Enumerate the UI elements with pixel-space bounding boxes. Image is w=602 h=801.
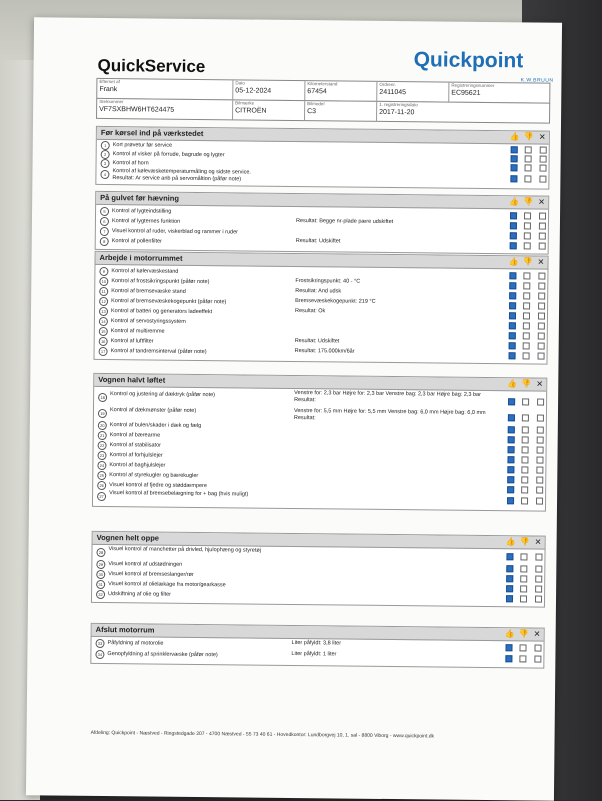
ok-checkbox[interactable] xyxy=(508,414,515,421)
item-label: Kontrol af servostyringssystem xyxy=(110,317,186,325)
item-label: Kontrol af kølevæsketemperaturmåling og sidste service. Resultat: Ar service anb på servomåltion (påfør note) xyxy=(112,168,251,183)
info-cell-value: VF7SXBHW6HT624475 xyxy=(99,105,175,114)
item-result: Bremsevæskekogepunkt: 219 °C xyxy=(295,298,376,305)
item-label: Kontrol af kølervæskestand xyxy=(111,267,179,275)
info-cell-label: Efterset af xyxy=(99,78,120,85)
item-number: 33 xyxy=(95,639,104,648)
ok-checkbox[interactable] xyxy=(510,242,517,249)
thumbs-down-icon: 👎 xyxy=(521,379,532,389)
thumbs-up-icon: 👍 xyxy=(508,257,519,267)
item-result: Liter påfyldt: 1 liter xyxy=(291,650,337,658)
cross-icon: ✕ xyxy=(538,197,545,207)
item-number: 30 xyxy=(96,569,105,578)
not-ok-checkbox[interactable] xyxy=(522,426,529,433)
ok-checkbox[interactable] xyxy=(508,398,515,405)
info-cell-label: Bilmodel xyxy=(307,101,325,107)
info-cell-label: Dato xyxy=(235,80,245,86)
footer-address: Afdeling: Quickpoint - Næstved - Ringstedgade 207 - 4700 Næstved - 55 73 40 61 - Hovedkontor: Lundborgvej 10, 1. sal - 8800 Viborg - www.quickpoint.dk xyxy=(90,729,435,740)
item-label: Visuel kontrol af ruder, viskerblad og rammer i ruder xyxy=(111,227,239,235)
not-ok-checkbox[interactable] xyxy=(522,414,529,421)
item-label: Kontrol af forhjulslejer xyxy=(109,451,163,459)
not-applicable-checkbox[interactable] xyxy=(536,476,543,483)
not-applicable-checkbox[interactable] xyxy=(537,436,544,443)
item-number: 4 xyxy=(100,170,109,179)
item-label: Påfyldning af motorolie xyxy=(107,640,164,647)
item-number: 20 xyxy=(98,420,107,429)
cross-icon: ✕ xyxy=(538,132,546,142)
item-result: Resultat: And udsk xyxy=(295,288,342,295)
item-number: 14 xyxy=(99,316,108,325)
not-applicable-checkbox[interactable] xyxy=(538,342,545,349)
ok-checkbox[interactable] xyxy=(509,342,516,349)
info-cell-label: Bilmærke xyxy=(235,100,255,106)
item-number: 18 xyxy=(98,392,107,401)
info-cell-label: Kilometerstand xyxy=(307,81,338,87)
item-number: 16 xyxy=(99,336,108,345)
info-cell-label: Ordrenr. xyxy=(379,81,396,88)
not-applicable-checkbox[interactable] xyxy=(536,466,543,473)
ok-checkbox[interactable] xyxy=(507,456,514,463)
item-number: 6 xyxy=(100,216,109,225)
not-ok-checkbox[interactable] xyxy=(520,595,527,602)
ok-checkbox[interactable] xyxy=(509,272,516,279)
info-cell-value: 67454 xyxy=(307,88,327,96)
ok-checkbox[interactable] xyxy=(508,426,515,433)
item-label: Genopfyldning af sprinklervæske (påfør note) xyxy=(107,651,218,659)
thumbs-up-icon: 👍 xyxy=(509,197,520,207)
not-ok-checkbox[interactable] xyxy=(525,155,532,162)
not-ok-checkbox[interactable] xyxy=(519,644,526,651)
not-ok-checkbox[interactable] xyxy=(524,212,531,219)
info-cell xyxy=(304,101,376,121)
not-ok-checkbox[interactable] xyxy=(523,282,530,289)
not-applicable-checkbox[interactable] xyxy=(536,456,543,463)
not-ok-checkbox[interactable] xyxy=(521,456,528,463)
not-ok-checkbox[interactable] xyxy=(524,242,531,249)
item-number: 13 xyxy=(99,306,108,315)
not-ok-checkbox[interactable] xyxy=(523,342,530,349)
thumbs-down-icon: 👎 xyxy=(518,629,529,639)
not-applicable-checkbox[interactable] xyxy=(539,232,546,239)
item-number: 24 xyxy=(97,460,106,469)
item-label: Kontrol af lygternes funktion xyxy=(111,217,181,225)
not-applicable-checkbox[interactable] xyxy=(536,498,543,505)
checklist-section xyxy=(92,373,547,512)
section-title: Afslut motorrum xyxy=(95,624,155,635)
not-applicable-checkbox[interactable] xyxy=(538,352,545,359)
item-number: 17 xyxy=(99,346,108,355)
info-cell xyxy=(232,100,304,120)
not-applicable-checkbox[interactable] xyxy=(538,302,545,309)
item-number: 12 xyxy=(99,296,108,305)
item-label: Kontrol af stabilisator xyxy=(109,441,162,449)
thumbs-up-icon: 👍 xyxy=(509,132,520,142)
not-applicable-checkbox[interactable] xyxy=(535,554,542,561)
item-number: 15 xyxy=(99,326,108,335)
info-cell xyxy=(97,99,232,119)
checklist-section xyxy=(95,126,550,190)
not-applicable-checkbox[interactable] xyxy=(540,147,547,154)
not-applicable-checkbox[interactable] xyxy=(535,565,542,572)
not-applicable-checkbox[interactable] xyxy=(535,595,542,602)
item-label: Udskiftning af olie og filter xyxy=(108,590,172,598)
section-title: På gulvet før hævning xyxy=(100,192,180,203)
item-number: 21 xyxy=(98,430,107,439)
not-applicable-checkbox[interactable] xyxy=(534,645,541,652)
not-ok-checkbox[interactable] xyxy=(523,322,530,329)
ok-checkbox[interactable] xyxy=(507,497,514,504)
ok-checkbox[interactable] xyxy=(506,585,513,592)
not-ok-checkbox[interactable] xyxy=(521,466,528,473)
item-number: 27 xyxy=(97,492,106,501)
thumbs-up-icon: 👍 xyxy=(504,629,515,639)
item-result: Resultat: Ok xyxy=(294,308,326,315)
ok-checkbox[interactable] xyxy=(509,302,516,309)
info-cell-label: 1. registreringsdato xyxy=(379,101,418,108)
not-applicable-checkbox[interactable] xyxy=(539,242,546,249)
not-applicable-checkbox[interactable] xyxy=(537,398,544,405)
ok-checkbox[interactable] xyxy=(506,565,513,572)
info-cell xyxy=(97,79,232,99)
ok-checkbox[interactable] xyxy=(509,322,516,329)
not-ok-checkbox[interactable] xyxy=(522,398,529,405)
item-label: Kontrol af batteri og generators ladeeffekt xyxy=(110,307,213,315)
cross-icon: ✕ xyxy=(534,537,542,547)
ok-checkbox[interactable] xyxy=(507,466,514,473)
item-label: Kontrol af lygteindstilling xyxy=(112,207,172,215)
info-cell-label: Registreringsnummer xyxy=(451,82,495,89)
not-applicable-checkbox[interactable] xyxy=(535,585,542,592)
not-applicable-checkbox[interactable] xyxy=(540,156,547,163)
ok-checkbox[interactable] xyxy=(509,332,516,339)
item-number: 31 xyxy=(96,579,105,588)
ok-checkbox[interactable] xyxy=(510,175,517,182)
section-title: Vognen halvt løftet xyxy=(98,374,166,385)
item-label: Kontrol af styrekugler og bærekugler xyxy=(109,471,199,479)
item-number: 22 xyxy=(98,440,107,449)
item-number: 25 xyxy=(97,470,106,479)
item-number: 28 xyxy=(96,548,105,557)
document-title: QuickService xyxy=(97,55,206,77)
info-cell xyxy=(448,83,549,103)
item-label: Kontrol af bremsevæske stand xyxy=(111,287,186,295)
ok-checkbox[interactable] xyxy=(506,575,513,582)
checklist-section xyxy=(90,623,544,669)
not-ok-checkbox[interactable] xyxy=(525,146,532,153)
not-applicable-checkbox[interactable] xyxy=(534,656,541,663)
ok-checkbox[interactable] xyxy=(508,436,515,443)
not-ok-checkbox[interactable] xyxy=(524,222,531,229)
thumbs-up-icon: 👍 xyxy=(507,379,518,389)
item-result: Resultat: Udskiftet xyxy=(295,238,341,245)
not-applicable-checkbox[interactable] xyxy=(538,292,545,299)
ok-checkbox[interactable] xyxy=(509,282,516,289)
item-label: Visuel kontrol af udstødningen xyxy=(108,560,183,568)
item-label: Visuel kontrol af manchetter på drivled, hjulophæng og styretøj xyxy=(108,546,261,554)
cross-icon: ✕ xyxy=(533,629,541,639)
item-number: 11 xyxy=(99,286,108,295)
checklist-section xyxy=(94,251,549,365)
item-result: Venstre for: 2,3 bar Højre for: 2,3 bar Venstre bag: 2,3 bar Højre bag: 2,3 bar Resultat: xyxy=(294,390,481,404)
info-cell-value: 05-12-2024 xyxy=(235,87,272,95)
item-label: Kontrol af baghjulslejer xyxy=(109,461,166,469)
item-number: 23 xyxy=(97,450,106,459)
item-result: Frostsikringspunkt: 40 - °C xyxy=(295,278,361,285)
ok-checkbox[interactable] xyxy=(505,644,512,651)
info-cell xyxy=(376,102,549,123)
not-applicable-checkbox[interactable] xyxy=(539,212,546,219)
item-number: 26 xyxy=(97,480,106,489)
not-ok-checkbox[interactable] xyxy=(523,272,530,279)
item-number: 2 xyxy=(101,150,110,159)
item-label: Kontrol af horn xyxy=(112,160,149,167)
section-title: Før kørsel ind på værkstedet xyxy=(100,127,204,139)
info-row xyxy=(96,98,550,124)
item-label: Kontrol af multiremme xyxy=(110,327,165,335)
cross-icon: ✕ xyxy=(536,379,544,389)
ok-checkbox[interactable] xyxy=(510,232,517,239)
info-cell-value: EC95621 xyxy=(451,89,481,97)
item-number: 10 xyxy=(99,276,108,285)
item-result: Venstre for: 5,5 mm Højre for: 5,5 mm Venstre bag: 6,0 mm Højre bag: 6,0 mm Resultat: xyxy=(293,408,486,422)
info-cell xyxy=(304,81,376,101)
item-label: Kontrol af bremsevæskekogepunkt (påfør note) xyxy=(111,297,227,305)
not-ok-checkbox[interactable] xyxy=(519,655,526,662)
not-applicable-checkbox[interactable] xyxy=(536,486,543,493)
thumbs-up-icon: 👍 xyxy=(505,537,516,547)
section-title: Vognen helt oppe xyxy=(96,532,160,543)
item-result: Liter påfyldt: 3,8 liter xyxy=(291,639,342,647)
not-ok-checkbox[interactable] xyxy=(523,302,530,309)
info-cell xyxy=(376,82,448,102)
not-ok-checkbox[interactable] xyxy=(525,164,532,171)
info-cell-value: C3 xyxy=(307,108,317,116)
info-cell-value: 2411045 xyxy=(379,88,407,97)
not-ok-checkbox[interactable] xyxy=(524,175,531,182)
not-ok-checkbox[interactable] xyxy=(522,436,529,443)
info-cell-value: Frank xyxy=(99,85,118,94)
not-applicable-checkbox[interactable] xyxy=(535,575,542,582)
ok-checkbox[interactable] xyxy=(506,553,513,560)
item-label: Kontrol af bulen/skader i dæk og fælg xyxy=(109,421,202,429)
item-number: 3 xyxy=(101,159,110,168)
ok-checkbox[interactable] xyxy=(510,212,517,219)
thumbs-down-icon: 👎 xyxy=(523,132,534,142)
not-applicable-checkbox[interactable] xyxy=(538,312,545,319)
item-label: Kontrol af tandremsinterval (påfør note) xyxy=(110,347,207,355)
not-ok-checkbox[interactable] xyxy=(521,486,528,493)
not-ok-checkbox[interactable] xyxy=(523,292,530,299)
item-number: 34 xyxy=(95,650,104,659)
document-page xyxy=(26,17,574,800)
not-applicable-checkbox[interactable] xyxy=(538,282,545,289)
item-number: 1 xyxy=(101,141,110,150)
logo-text: Quickpoint xyxy=(413,48,524,73)
not-ok-checkbox[interactable] xyxy=(523,332,530,339)
page-number: Side 1 af 4 xyxy=(562,732,574,751)
item-label: Kontrol af luftfilter xyxy=(110,337,154,345)
not-applicable-checkbox[interactable] xyxy=(539,176,546,183)
ok-checkbox[interactable] xyxy=(507,476,514,483)
section-title: Arbejde i motorrummet xyxy=(99,252,183,263)
cross-icon: ✕ xyxy=(537,257,545,267)
not-ok-checkbox[interactable] xyxy=(520,565,527,572)
not-ok-checkbox[interactable] xyxy=(521,497,528,504)
item-label: Kontrol af dækmønster (påfør note) xyxy=(109,406,197,414)
checklist-section xyxy=(95,191,550,255)
item-label: Kontrol af visker på forrude, bagrude og lygter xyxy=(112,151,225,159)
not-ok-checkbox[interactable] xyxy=(520,585,527,592)
ok-checkbox[interactable] xyxy=(506,595,513,602)
ok-checkbox[interactable] xyxy=(508,446,515,453)
thumbs-down-icon: 👎 xyxy=(523,197,534,207)
item-number: 32 xyxy=(96,589,105,598)
ok-checkbox[interactable] xyxy=(511,164,518,171)
checklist-section xyxy=(91,531,546,608)
not-ok-checkbox[interactable] xyxy=(522,446,529,453)
item-label: Visuel kontrol af fjedre og støddæmpere xyxy=(109,481,207,489)
not-ok-checkbox[interactable] xyxy=(524,232,531,239)
not-applicable-checkbox[interactable] xyxy=(537,446,544,453)
not-ok-checkbox[interactable] xyxy=(521,476,528,483)
item-result: Resultat: 175.000km/6år xyxy=(294,348,355,355)
item-result: Resultat: Begge nr-plade pære udskiftet xyxy=(295,218,394,226)
not-applicable-checkbox[interactable] xyxy=(539,222,546,229)
item-number: 29 xyxy=(96,559,105,568)
not-ok-checkbox[interactable] xyxy=(523,352,530,359)
ok-checkbox[interactable] xyxy=(509,312,516,319)
item-number: 9 xyxy=(99,266,108,275)
info-cell-label: Stelnummer xyxy=(99,98,124,105)
ok-checkbox[interactable] xyxy=(507,486,514,493)
item-number: 8 xyxy=(100,236,109,245)
thumbs-down-icon: 👎 xyxy=(522,257,533,267)
item-number: 7 xyxy=(100,226,109,235)
ok-checkbox[interactable] xyxy=(510,222,517,229)
item-label: Kort prøvetur før service xyxy=(112,142,173,149)
item-label: Visuel kontrol af bremseslanger/rør xyxy=(108,570,194,578)
not-applicable-checkbox[interactable] xyxy=(537,414,544,421)
item-label: Kontrol af frostsikringspunkt (påfør note) xyxy=(111,277,210,285)
item-label: Visuel kontrol af olielækage fra motor/gearkasse xyxy=(108,580,226,588)
logo-subtext: K.W.BRUUN xyxy=(520,77,554,84)
item-label: Visuel kontrol af bremsebelægning for + bag (hvis muligt) xyxy=(109,490,249,498)
item-label: Kontrol og justering af dæktryk (påfør note) xyxy=(110,390,216,398)
ok-checkbox[interactable] xyxy=(505,655,512,662)
item-result: Resultat: Udskiftet xyxy=(294,338,340,345)
not-ok-checkbox[interactable] xyxy=(520,575,527,582)
thumbs-down-icon: 👎 xyxy=(519,537,530,547)
not-applicable-checkbox[interactable] xyxy=(539,165,546,172)
not-ok-checkbox[interactable] xyxy=(520,553,527,560)
info-cell-value: CITROËN xyxy=(235,107,267,115)
ok-checkbox[interactable] xyxy=(509,352,516,359)
not-applicable-checkbox[interactable] xyxy=(538,272,545,279)
item-label: Kontrol af pollenfilter xyxy=(111,237,162,245)
item-number: 19 xyxy=(98,408,107,417)
info-cell-value: 2017-11-20 xyxy=(379,108,415,117)
not-applicable-checkbox[interactable] xyxy=(538,332,545,339)
ok-checkbox[interactable] xyxy=(509,292,516,299)
not-applicable-checkbox[interactable] xyxy=(538,322,545,329)
item-label: Kontrol af bærearme xyxy=(109,431,161,439)
not-applicable-checkbox[interactable] xyxy=(537,426,544,433)
info-cell xyxy=(232,80,304,100)
item-number: 5 xyxy=(100,206,109,215)
not-ok-checkbox[interactable] xyxy=(523,312,530,319)
ok-checkbox[interactable] xyxy=(511,155,518,162)
ok-checkbox[interactable] xyxy=(511,146,518,153)
